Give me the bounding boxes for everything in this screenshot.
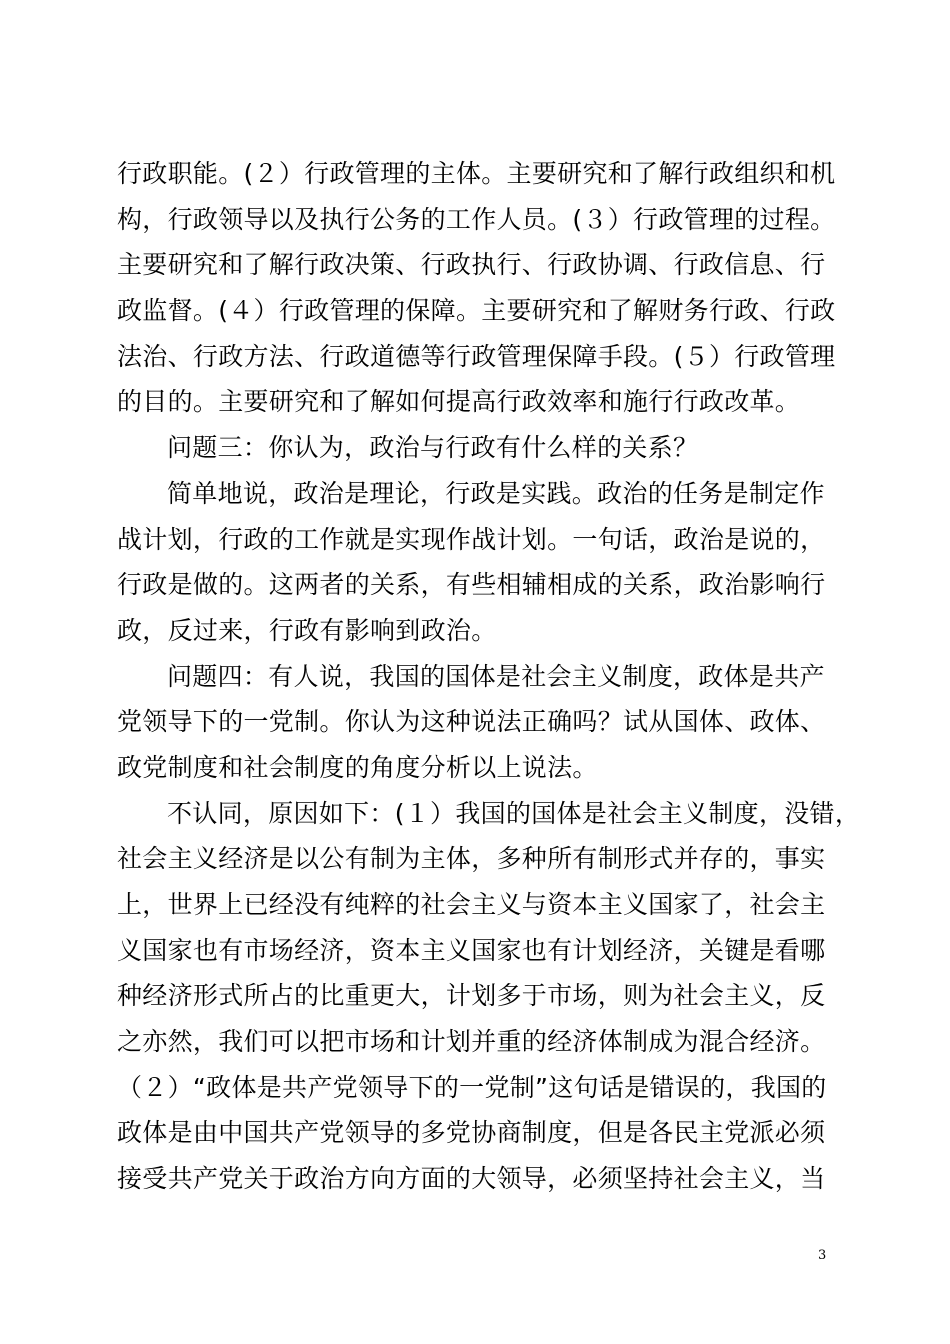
question-heading: 问题四：有人说，我国的国体是社会主义制度，政体是共产 xyxy=(167,661,825,691)
text-line: 政，反过来，行政有影响到政治。 xyxy=(117,615,497,645)
text-line: 上，世界上已经没有纯粹的社会主义与资本主义国家了，社会主 xyxy=(117,890,826,919)
text-line: 构，行政领导以及执行公务的工作人员。(３）行政管理的过程。 xyxy=(117,204,836,234)
page-number: 3 xyxy=(818,1248,827,1263)
body-text xyxy=(117,151,861,1202)
text-line: 的目的。主要研究和了解如何提高行政效率和施行行政改革。 xyxy=(117,387,801,417)
text-line: 政党制度和社会制度的角度分析以上说法。 xyxy=(117,752,598,782)
text-line: 党领导下的一党制。你认为这种说法正确吗？试从国体、政体、 xyxy=(117,707,826,737)
text-line: 战计划，行政的工作就是实现作战计划。一句话，政治是说的， xyxy=(117,524,826,554)
text-line: 接受共产党关于政治方向方面的大领导，必须坚持社会主义，当 xyxy=(117,1164,826,1194)
text-line: 法治、行政方法、行政道德等行政管理保障手段。(５）行政管理 xyxy=(117,341,836,371)
text-line: 主要研究和了解行政决策、行政执行、行政协调、行政信息、行 xyxy=(117,250,826,280)
text-line: 行政职能。(２）行政管理的主体。主要研究和了解行政组织和机 xyxy=(117,159,836,188)
text-line: 社会主义经济是以公有制为主体，多种所有制形式并存的，事实 xyxy=(117,844,826,874)
question-heading: 问题三：你认为，政治与行政有什么样的关系？ xyxy=(167,433,699,463)
text-line: 之亦然，我们可以把市场和计划并重的经济体制成为混合经济。 xyxy=(117,1027,826,1057)
text-line: 简单地说，政治是理论，行政是实践。政治的任务是制定作 xyxy=(167,478,825,508)
text-line: 不认同，原因如下：(１）我国的国体是社会主义制度，没错， xyxy=(167,798,861,828)
text-line: 义国家也有市场经济，资本主义国家也有计划经济，关键是看哪 xyxy=(117,935,826,965)
text-line: 种经济形式所占的比重更大，计划多于市场，则为社会主义，反 xyxy=(117,981,826,1011)
text-line: 政监督。(４）行政管理的保障。主要研究和了解财务行政、行政 xyxy=(117,296,836,326)
text-line: （２）“政体是共产党领导下的一党制”这句话是错误的，我国的 xyxy=(117,1072,827,1102)
text-line: 行政是做的。这两者的关系，有些相辅相成的关系，政治影响行 xyxy=(117,570,826,600)
text-line: 政体是由中国共产党领导的多党协商制度，但是各民主党派必须 xyxy=(117,1118,826,1148)
